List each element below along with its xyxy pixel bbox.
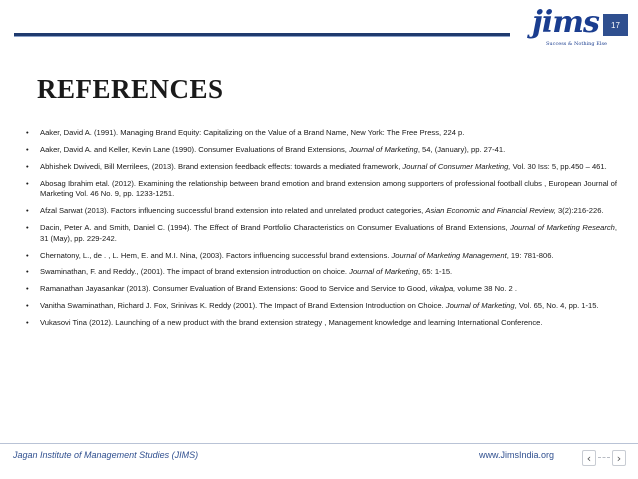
bullet-icon: •	[26, 301, 29, 311]
reference-item	[25, 251, 617, 262]
reference-text: Aaker, David A. (1991). Managing Brand Equity: Capitalizing on the Value of a Brand Name, New York: The Free Press, 224 p.	[40, 128, 465, 137]
footer-institute: Jagan Institute of Management Studies (JIMS)	[13, 450, 199, 460]
bullet-icon: •	[26, 223, 29, 233]
reference-text: , 19: 781-806.	[506, 250, 554, 260]
reference-journal: Journal of Marketing	[349, 267, 418, 277]
reference-text: Chernatony, L., de . , L. Hem, E. and M.I. Nina, (2003). Factors influencing successful brand extensions.	[40, 250, 392, 260]
bullet-icon: •	[26, 267, 29, 277]
bullet-icon: •	[26, 144, 29, 154]
reference-text: Vanitha Swaminathan, Richard J. Fox, Srinivas K. Reddy (2001). The Impact of Brand Extension Introduction on Choice.	[40, 301, 446, 311]
reference-text: volume 38 No. 2 .	[455, 284, 517, 294]
slide-progress-track	[598, 457, 610, 458]
logo-text: jims	[532, 5, 599, 40]
reference-text: , 31 (May), pp. 229-242.	[40, 223, 617, 243]
reference-journal: Journal of Marketing Research	[510, 223, 615, 233]
reference-text: 3(2):216-226.	[555, 206, 604, 216]
reference-item	[25, 223, 617, 244]
reference-journal: Journal of Marketing	[349, 144, 418, 154]
reference-item	[25, 162, 617, 173]
chevron-left-icon: ‹	[586, 451, 592, 465]
reference-text: Dacin, Peter A. and Smith, Daniel C. (1994). The Effect of Brand Portfolio Characteristics on Consumer Evaluations of Brand Extensions,	[40, 223, 511, 233]
header-bar-accent	[14, 36, 510, 37]
bullet-icon: •	[26, 250, 29, 260]
reference-text: Ramanathan Jayasankar (2013). Consumer Evaluation of Brand Extensions: Good to Service and Service to Good,	[40, 284, 430, 294]
reference-journal: Asian Economic and Financial Review,	[425, 206, 556, 216]
footer-website-link[interactable]: www.JimsIndia.org	[479, 450, 555, 460]
bullet-icon: •	[26, 178, 29, 188]
bullet-icon: •	[26, 128, 29, 137]
footer-divider	[0, 443, 638, 444]
reference-item	[25, 301, 617, 312]
next-slide-button[interactable]	[612, 450, 626, 466]
reference-item	[25, 318, 617, 329]
logo-tagline: Success & Nothing Else	[546, 41, 607, 47]
reference-item	[25, 267, 617, 278]
reference-text: , 54, (January), pp. 27-41.	[417, 144, 506, 154]
reference-item	[25, 128, 617, 139]
reference-item	[25, 179, 617, 200]
bullet-icon: •	[26, 318, 29, 328]
bullet-icon: •	[26, 284, 29, 294]
reference-journal: vikalpa,	[429, 284, 456, 294]
chevron-right-icon: ›	[616, 451, 622, 465]
reference-item	[25, 145, 617, 156]
reference-text: Swaminathan, F. and Reddy., (2001). The impact of brand extension introduction on choice.	[40, 267, 350, 277]
reference-text: Abosag Ibrahim etal. (2012). Examining the relationship between brand emotion and brand extension among supporters of professional football clubs , European Journal of Marketing Vol. 46 No. 9, pp. 1233-1251.	[40, 178, 617, 199]
bullet-icon: •	[26, 206, 29, 216]
reference-text: Afzal Sarwat (2013). Factors influencing successful brand extension into related and unrelated product categories,	[40, 206, 426, 216]
reference-text: Vukasovi Tina (2012). Launching of a new product with the brand extension strategy , Management knowledge and learning International Conference.	[40, 318, 543, 328]
previous-slide-button[interactable]	[582, 450, 596, 466]
reference-journal: Journal of Marketing	[445, 301, 515, 311]
page-title: REFERENCES	[37, 74, 224, 104]
reference-text: , 65: 1-15.	[417, 267, 453, 277]
reference-journal: Journal of Marketing Management	[391, 250, 507, 260]
page-number-badge: 17	[603, 14, 628, 36]
reference-item	[25, 284, 617, 295]
references-list	[25, 128, 617, 335]
reference-text: Vol. 30 Iss: 5, pp.450 – 461.	[510, 161, 607, 171]
reference-journal: Journal of Consumer Marketing,	[402, 161, 511, 171]
reference-text: Abhishek Dwivedi, Bill Merrilees, (2013). Brand extension feedback effects: towards a mediated framework,	[40, 161, 403, 171]
reference-text: Aaker, David A. and Keller, Kevin Lane (1990). Consumer Evaluations of Brand Extensions,	[40, 144, 349, 154]
jims-logo	[532, 5, 607, 51]
reference-item	[25, 206, 617, 217]
bullet-icon: •	[26, 161, 29, 171]
reference-text: , Vol. 65, No. 4, pp. 1-15.	[514, 301, 599, 311]
